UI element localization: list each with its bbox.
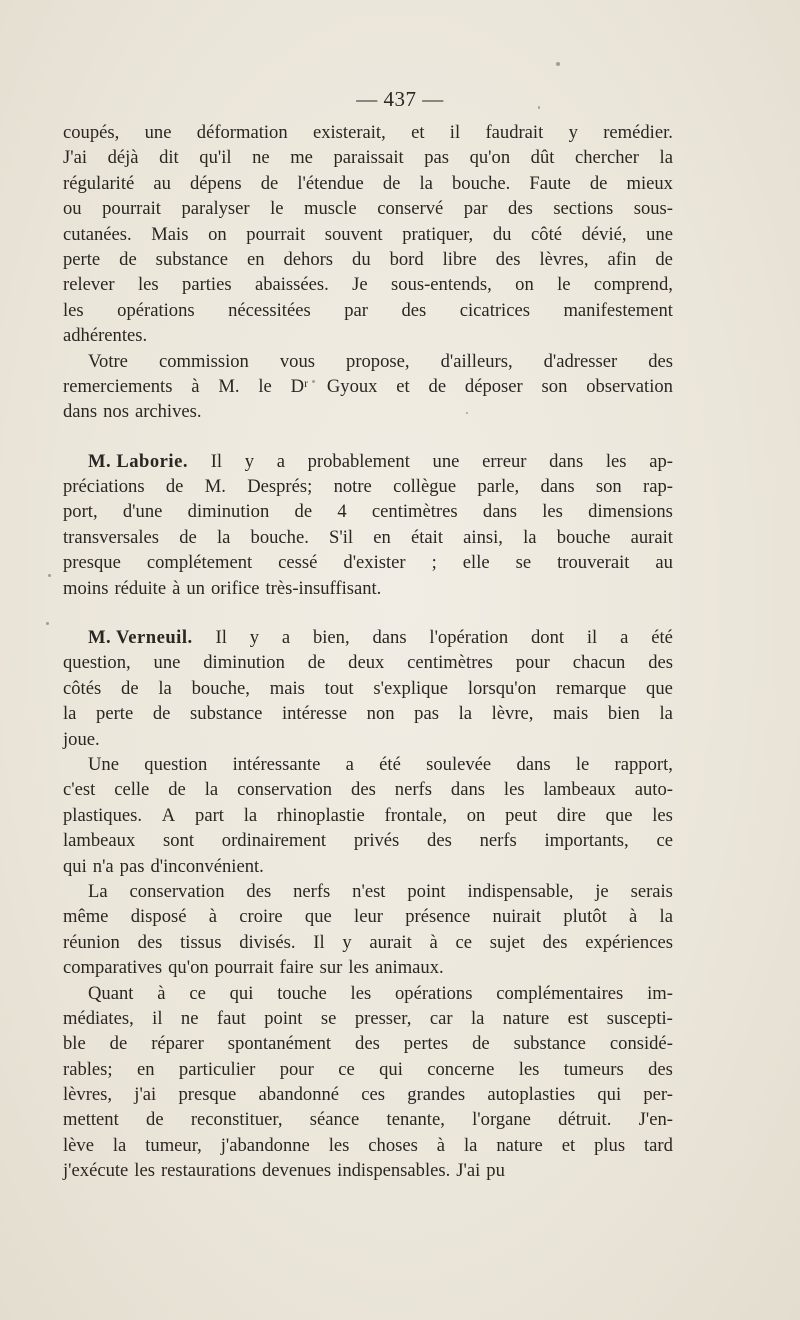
print-speck: [556, 62, 560, 66]
text-line: ble de réparer spontanément des pertes de substance considé-: [63, 1033, 673, 1055]
page-body: [63, 120, 673, 1184]
speaker-name: M. Verneuil.: [88, 627, 193, 649]
print-speck: [538, 106, 540, 109]
text-line: M. Verneuil. Il y a bien, dans l'opération dont il a été: [63, 625, 673, 650]
text-line: question, une diminution de deux centimètres pour chacun des: [63, 652, 673, 674]
text-line: réunion des tissus divisés. Il y aurait à ce sujet des expériences: [63, 931, 673, 953]
text-line: presque complétement cessé d'exister ; elle se trouverait au: [63, 552, 673, 574]
section-gap: [63, 601, 673, 625]
text-line: mettent de reconstituer, séance tenante, l'organe détruit. J'en-: [63, 1109, 673, 1131]
text-line: médiates, il ne faut point se presser, car la nature est suscepti-: [63, 1007, 673, 1029]
text-line: adhérentes.: [63, 325, 148, 347]
text-line: coupés, une déformation existerait, et il faudrait y remédier.: [63, 122, 673, 143]
text-line: côtés de la bouche, mais tout s'explique lorsqu'on remarque que: [63, 677, 673, 699]
text-line: dans nos archives.: [63, 401, 202, 423]
text-line: port, d'une diminution de 4 centimètres dans les dimensions: [63, 501, 673, 523]
text-line: lève la tumeur, j'abandonne les choses à la nature et plus tard: [63, 1134, 673, 1156]
text-line: relever les parties abaissées. Je sous-entends, on le comprend,: [63, 274, 673, 296]
text-line: perte de substance en dehors du bord libre des lèvres, afin de: [63, 248, 673, 270]
speaker-name: M. Laborie.: [88, 450, 189, 472]
text-line: qui n'a pas d'inconvénient.: [63, 855, 264, 877]
text-line: J'ai déjà dit qu'il ne me paraissait pas qu'on dût chercher la: [63, 147, 673, 169]
text-line: plastiques. A part la rhinoplastie frontale, on peut dire que les: [63, 804, 673, 826]
text-line: transversales de la bouche. S'il en était ainsi, la bouche aurait: [63, 526, 673, 548]
text-line: remerciements à M. le Dʳ Gyoux et de déposer son observation: [63, 375, 673, 397]
print-speck: [466, 412, 468, 414]
print-speck: [48, 574, 51, 577]
paragraph-p6: [63, 879, 673, 981]
text-line: joue.: [63, 728, 100, 750]
text-line: M. Laborie. Il y a probablement une erreur dans les ap-: [63, 449, 673, 474]
text-line: ou pourrait paralyser le muscle conservé par des sections sous-: [63, 198, 673, 220]
paragraph-p7: [63, 981, 673, 1184]
text-line: la perte de substance intéresse non pas la lèvre, mais bien la: [63, 703, 673, 725]
text-line: les opérations nécessitées par des cicatrices manifestement: [63, 299, 673, 321]
text-line: La conservation des nerfs n'est point indispensable, je serais: [88, 880, 673, 902]
text-line: moins réduite à un orifice très-insuffisant.: [63, 577, 382, 599]
text-line: lèvres, j'ai presque abandonné ces grandes autoplasties qui per-: [63, 1084, 673, 1106]
section-gap: [63, 425, 673, 449]
page-number: — 437 —: [356, 87, 444, 111]
text-line: Quant à ce qui touche les opérations complémentaires im-: [88, 982, 673, 1004]
text-line: cutanées. Mais on pourrait souvent pratiquer, du côté dévié, une: [63, 223, 673, 245]
print-speck: [46, 622, 49, 625]
text-line: Votre commission vous propose, d'ailleurs, d'adresser des: [88, 350, 673, 372]
print-speck: [312, 380, 315, 383]
paragraph-p2: [63, 349, 673, 425]
text-line: lambeaux sont ordinairement privés des nerfs importants, ce: [63, 830, 673, 852]
text-line: comparatives qu'on pourrait faire sur les animaux.: [63, 957, 444, 979]
paragraph-p1: [63, 120, 673, 349]
text-line: préciations de M. Després; notre collègue parle, dans son rap-: [63, 476, 673, 498]
paragraph-p4: [63, 625, 673, 752]
text-line: c'est celle de la conservation des nerfs dans les lambeaux auto-: [63, 779, 673, 801]
text-line: régularité au dépens de l'étendue de la bouche. Faute de mieux: [63, 172, 673, 194]
text-line: même disposé à croire que leur présence nuirait plutôt à la: [63, 906, 673, 928]
text-line: Une question intéressante a été soulevée dans le rapport,: [88, 753, 673, 775]
paragraph-p3: [63, 449, 673, 601]
text-line: rables; en particulier pour ce qui concerne les tumeurs des: [63, 1058, 673, 1080]
text-line: j'exécute les restaurations devenues indispensables. J'ai pu: [63, 1160, 505, 1182]
paragraph-p5: [63, 752, 673, 879]
